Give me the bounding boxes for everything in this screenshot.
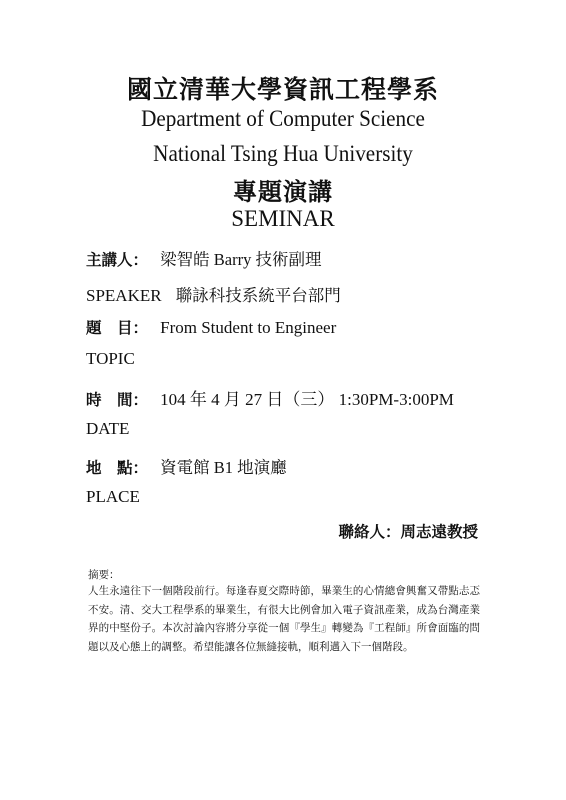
- seminar-title-en: SEMINAR: [231, 206, 335, 231]
- place-en-row: [86, 487, 140, 507]
- university-en: National Tsing Hua University: [153, 141, 413, 166]
- date-row: [86, 385, 454, 410]
- department-en: Department of Computer Science: [141, 106, 425, 131]
- date-value: 104 年 4 月 27 日（三） 1:30PM-3:00PM: [160, 390, 454, 409]
- abstract-label: 摘要：: [88, 569, 120, 581]
- date-label-zh: 時 間：: [86, 390, 149, 409]
- topic-value: From Student to Engineer: [160, 318, 337, 337]
- abstract-text: 人生永遠往下一個階段前行。每逢春夏交際時節，畢業生的心情總會興奮又帶點忐忑不安。清、交大工程學系的畢業生，有很大比例會加入電子資訊產業，成為台灣產業界的中堅份子。本次討論內容將分享從一個『學生』轉變為『工程師』所會面臨的問題以及心態上的調整。希望能讓各位無縫接軌，順利邁入下一個階段。: [88, 585, 480, 653]
- speaker-en-row: [86, 282, 341, 306]
- topic-row: [86, 316, 336, 338]
- speaker-value: 梁智皓 Barry 技術副理: [160, 250, 322, 269]
- speaker-affiliation: 聯詠科技系統平台部門: [175, 286, 341, 305]
- topic-label-zh: 題 目：: [86, 318, 149, 337]
- speaker-label-zh: 主講人：: [86, 250, 149, 269]
- topic-label-en: TOPIC: [86, 349, 135, 368]
- seminar-title-zh: 專題演講: [233, 177, 333, 206]
- topic-en-row: [86, 349, 135, 369]
- place-label-zh: 地 點：: [86, 458, 149, 477]
- place-value: 資電館 B1 地演廳: [160, 458, 287, 477]
- speaker-label-en: SPEAKER: [86, 286, 162, 305]
- place-label-en: PLACE: [86, 487, 140, 506]
- date-en-row: [86, 419, 129, 439]
- contact-person: 聯絡人：周志遠教授: [338, 522, 478, 541]
- place-row: [86, 454, 287, 478]
- speaker-row: [86, 246, 321, 270]
- department-zh: 國立清華大學資訊工程學系: [126, 75, 439, 104]
- date-label-en: DATE: [86, 419, 130, 438]
